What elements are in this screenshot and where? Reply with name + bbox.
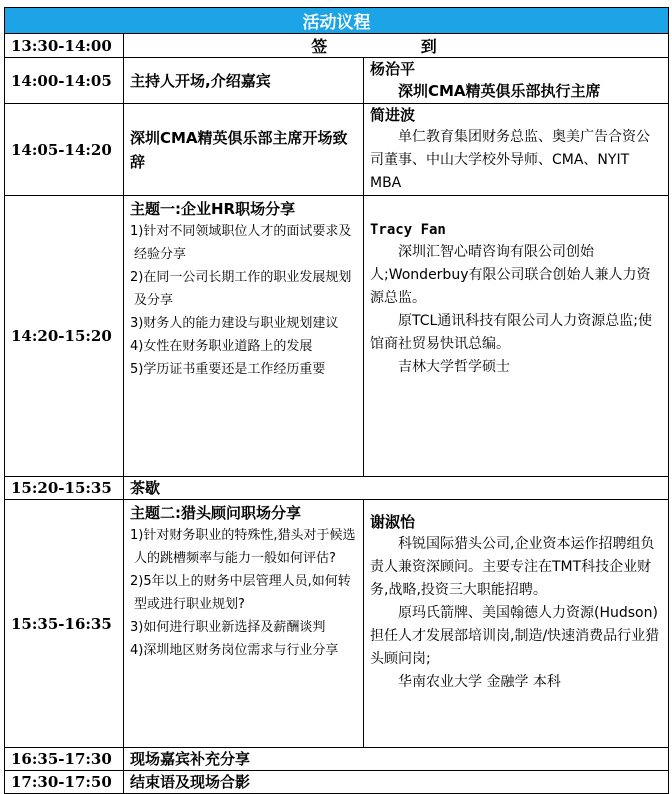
list-item: 3)如何进行职业新选择及薪酬谈判	[130, 620, 326, 635]
speaker-bio: 吉林大学哲学硕士	[398, 359, 510, 375]
topic-cell	[124, 58, 364, 104]
agenda-table	[4, 7, 669, 794]
topic-text: 现场嘉宾补充分享	[130, 750, 251, 768]
topic-cell	[124, 771, 669, 794]
list-item: 2)5年以上的财务中层管理人员,如何转型或进行职业规划?	[130, 574, 351, 612]
time-cell: 14:00-14:05	[5, 58, 124, 104]
topic-text: 结束语及现场合影	[130, 773, 251, 791]
list-item: 4)女性在财务职业道路上的发展	[130, 339, 313, 354]
speaker-bio: 华南农业大学 金融学 本科	[398, 674, 561, 690]
topic-items	[130, 220, 357, 381]
table-row	[5, 748, 669, 771]
speaker-cell	[364, 500, 669, 748]
topic-cell	[124, 477, 669, 500]
topic-cell	[124, 748, 669, 771]
time-cell: 14:20-15:20	[5, 196, 124, 477]
topic-text: 茶歇	[130, 479, 161, 497]
time-cell: 15:20-15:35	[5, 477, 124, 500]
time-cell: 17:30-17:50	[5, 771, 124, 794]
speaker-bio: 原TCL通讯科技有限公司人力资源总监;使馆商社贸易快讯总编。	[370, 313, 653, 352]
list-item: 3)财务人的能力建设与职业规划建议	[130, 316, 339, 331]
speaker-cell	[364, 196, 669, 477]
topic-text: 深圳CMA精英俱乐部主席开场致辞	[130, 128, 348, 171]
table-row	[5, 34, 669, 58]
speaker-cell	[364, 104, 669, 196]
topic-cell	[124, 196, 364, 477]
topic-cell	[124, 500, 364, 748]
speaker-bio: 科锐国际猎头公司,企业资本运作招聘组负责人兼资深顾问。主要专注在TMT科技企业财务,战略,投资三大职能招聘。	[370, 536, 655, 598]
speaker-bio: 原玛氏箭牌、美国翰德人力资源(Hudson)担任人才发展部培训岗,制造/快速消费品行业猎头顾问岗;	[370, 605, 660, 667]
table-row	[5, 477, 669, 500]
speaker-name: 杨治平	[370, 59, 416, 78]
time-cell: 15:35-16:35	[5, 500, 124, 748]
title-row	[5, 8, 669, 34]
time-cell: 14:05-14:20	[5, 104, 124, 196]
agenda-title: 活动议程	[5, 8, 669, 34]
table-row	[5, 104, 669, 196]
topic-items	[130, 524, 357, 662]
time-cell: 16:35-17:30	[5, 748, 124, 771]
topic-text: 主题一:企业HR职场分享	[130, 200, 296, 218]
speaker-bio: 深圳CMA精英俱乐部执行主席	[398, 81, 601, 100]
topic-text: 主持人开场,介绍嘉宾	[130, 71, 271, 90]
table-row	[5, 196, 669, 477]
table-row	[5, 58, 669, 104]
list-item: 1)针对财务职业的特殊性,猎头对于候选人的跳槽频率与能力一般如何评估?	[130, 528, 356, 566]
speaker-cell	[364, 58, 669, 104]
list-item: 5)学历证书重要还是工作经历重要	[130, 362, 326, 377]
speaker-name: 简进波	[370, 105, 416, 124]
speaker-bio: 深圳汇智心晴咨询有限公司创始人;Wonderbuy有限公司联合创始人兼人力资源总监。	[370, 244, 651, 306]
table-row	[5, 500, 669, 748]
table-row	[5, 771, 669, 794]
list-item: 2)在同一公司长期工作的职业发展规划及分享	[130, 270, 352, 308]
time-cell: 13:30-14:00	[5, 34, 124, 58]
speaker-bio: 单仁教育集团财务总监、奥美广告合资公司董事、中山大学校外导师、CMA、NYIT MBA	[370, 128, 650, 191]
speaker-name: 谢淑怡	[370, 513, 416, 531]
list-item: 1)针对不同领域职位人才的面试要求及经验分享	[130, 224, 352, 262]
topic-text: 主题二:猎头顾问职场分享	[130, 504, 301, 522]
topic-cell	[124, 104, 364, 196]
list-item: 4)深圳地区财务岗位需求与行业分享	[130, 643, 339, 658]
checkin-cell: 签 到	[124, 34, 669, 58]
speaker-name: Tracy Fan	[370, 222, 446, 238]
